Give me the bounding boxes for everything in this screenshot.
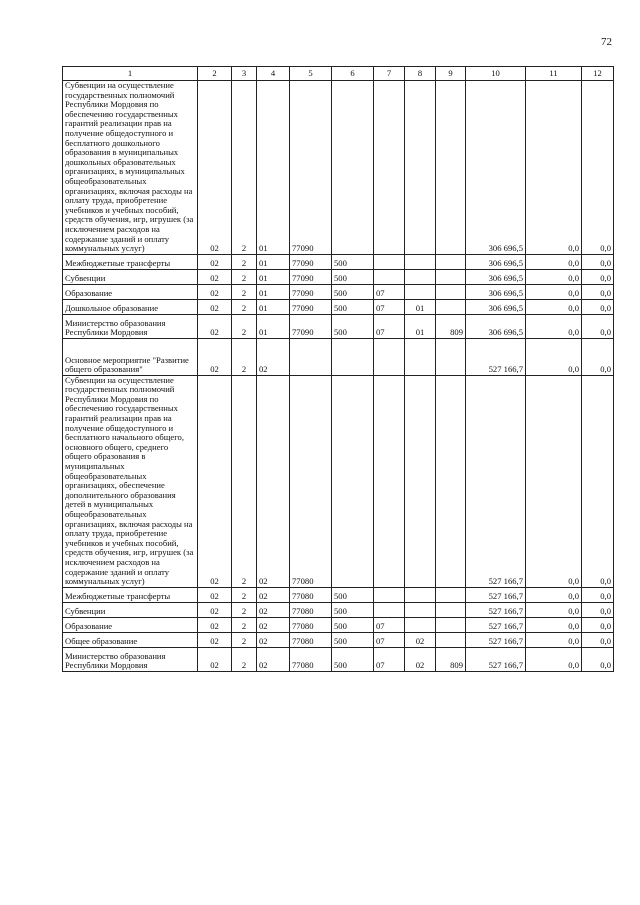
cell-c8 <box>405 81 436 255</box>
cell-c9 <box>436 602 466 617</box>
cell-c3: 2 <box>232 602 257 617</box>
cell-c5: 77090 <box>290 314 332 338</box>
cell-c2: 02 <box>198 587 232 602</box>
cell-c10: 306 696,5 <box>466 81 526 255</box>
cell-c4: 01 <box>257 254 290 269</box>
cell-c6 <box>332 81 374 255</box>
cell-c10: 306 696,5 <box>466 299 526 314</box>
row-name-cell: Межбюджетные трансферты <box>63 254 198 269</box>
cell-c11: 0,0 <box>526 284 582 299</box>
row-name-cell: Субвенции <box>63 602 198 617</box>
table-row <box>63 284 614 299</box>
cell-c5: 77080 <box>290 587 332 602</box>
cell-c12: 0,0 <box>582 81 614 255</box>
column-header: 9 <box>436 67 466 81</box>
cell-c11: 0,0 <box>526 314 582 338</box>
cell-c9: 809 <box>436 647 466 671</box>
cell-c5: 77090 <box>290 81 332 255</box>
row-name-cell: Министерство образования Республики Мордовия <box>63 647 198 671</box>
cell-c8: 02 <box>405 632 436 647</box>
cell-c4: 01 <box>257 269 290 284</box>
cell-c12: 0,0 <box>582 375 614 587</box>
page-number: 72 <box>601 36 612 48</box>
cell-c10: 527 166,7 <box>466 632 526 647</box>
cell-c7: 07 <box>374 299 405 314</box>
cell-c10: 527 166,7 <box>466 647 526 671</box>
cell-c7: 07 <box>374 284 405 299</box>
cell-c8 <box>405 269 436 284</box>
cell-c3: 2 <box>232 81 257 255</box>
table-row <box>63 587 614 602</box>
cell-c4: 02 <box>257 602 290 617</box>
cell-c6: 500 <box>332 314 374 338</box>
cell-c9 <box>436 299 466 314</box>
row-name-cell: Общее образование <box>63 632 198 647</box>
cell-c10: 306 696,5 <box>466 284 526 299</box>
cell-c8 <box>405 617 436 632</box>
cell-c6: 500 <box>332 632 374 647</box>
cell-c2: 02 <box>198 617 232 632</box>
cell-c3: 2 <box>232 299 257 314</box>
column-header: 8 <box>405 67 436 81</box>
cell-c6: 500 <box>332 647 374 671</box>
row-name-cell: Основное мероприятие "Развитие общего образования" <box>63 338 198 375</box>
cell-c12: 0,0 <box>582 647 614 671</box>
cell-c4: 02 <box>257 338 290 375</box>
cell-c6: 500 <box>332 284 374 299</box>
row-name-cell: Межбюджетные трансферты <box>63 587 198 602</box>
column-header: 12 <box>582 67 614 81</box>
cell-c10: 527 166,7 <box>466 617 526 632</box>
cell-c6 <box>332 375 374 587</box>
cell-c2: 02 <box>198 299 232 314</box>
cell-c3: 2 <box>232 254 257 269</box>
cell-c4: 02 <box>257 617 290 632</box>
table-row <box>63 617 614 632</box>
cell-c12: 0,0 <box>582 617 614 632</box>
cell-c3: 2 <box>232 314 257 338</box>
cell-c12: 0,0 <box>582 602 614 617</box>
cell-c2: 02 <box>198 602 232 617</box>
cell-c2: 02 <box>198 269 232 284</box>
row-name-cell: Субвенции <box>63 269 198 284</box>
cell-c5: 77080 <box>290 632 332 647</box>
cell-c5: 77080 <box>290 375 332 587</box>
cell-c4: 02 <box>257 647 290 671</box>
cell-c10: 306 696,5 <box>466 314 526 338</box>
cell-c6: 500 <box>332 299 374 314</box>
cell-c10: 527 166,7 <box>466 375 526 587</box>
cell-c10: 527 166,7 <box>466 602 526 617</box>
cell-c6: 500 <box>332 254 374 269</box>
cell-c7 <box>374 269 405 284</box>
cell-c12: 0,0 <box>582 338 614 375</box>
row-name-cell: Субвенции на осуществление государственных полномочий Республики Мордовия по обеспечению государственных гарантий реализации прав на получение общедоступного и бесплатного дошкольного образования в муниципальных дошкольных образовательных организациях, в муниципальных общеобразовательных организациях, включая расходы на оплату труда, приобретение учебников и учебных пособий, средств обучения, игр, игрушек (за исключением расходов на содержание зданий и оплату коммунальных услуг) <box>63 81 198 255</box>
cell-c8 <box>405 375 436 587</box>
cell-c8 <box>405 254 436 269</box>
cell-c11: 0,0 <box>526 375 582 587</box>
cell-c10: 527 166,7 <box>466 587 526 602</box>
table-row <box>63 314 614 338</box>
cell-c6 <box>332 338 374 375</box>
cell-c11: 0,0 <box>526 269 582 284</box>
cell-c5: 77080 <box>290 647 332 671</box>
table-row <box>63 269 614 284</box>
cell-c11: 0,0 <box>526 647 582 671</box>
column-header: 7 <box>374 67 405 81</box>
cell-c7: 07 <box>374 632 405 647</box>
cell-c7 <box>374 338 405 375</box>
table-row <box>63 338 614 375</box>
cell-c5: 77080 <box>290 602 332 617</box>
cell-c8 <box>405 284 436 299</box>
cell-c4: 01 <box>257 314 290 338</box>
column-header: 10 <box>466 67 526 81</box>
table-row <box>63 632 614 647</box>
cell-c7 <box>374 81 405 255</box>
cell-c9 <box>436 81 466 255</box>
column-header: 3 <box>232 67 257 81</box>
cell-c6: 500 <box>332 587 374 602</box>
table-row <box>63 647 614 671</box>
cell-c5 <box>290 338 332 375</box>
cell-c5: 77090 <box>290 269 332 284</box>
cell-c2: 02 <box>198 647 232 671</box>
row-name-cell: Субвенции на осуществление государственных полномочий Республики Мордовия по обеспечению государственных гарантий реализации прав на получение общедоступного и бесплатного начального общего, основного общего, среднего общего образования в муниципальных общеобразовательных организациях, обеспечение дополнительного образования детей в муниципальных общеобразовательных организациях, включая расходы на оплату труда, приобретение учебников и учебных пособий, средств обучения, игр, игрушек (за исключением расходов на содержание зданий и оплату коммунальных услуг) <box>63 375 198 587</box>
cell-c8: 02 <box>405 647 436 671</box>
cell-c12: 0,0 <box>582 284 614 299</box>
cell-c3: 2 <box>232 284 257 299</box>
column-header: 11 <box>526 67 582 81</box>
cell-c9 <box>436 269 466 284</box>
cell-c9 <box>436 632 466 647</box>
cell-c2: 02 <box>198 254 232 269</box>
cell-c7 <box>374 375 405 587</box>
row-name-cell: Образование <box>63 284 198 299</box>
cell-c9: 809 <box>436 314 466 338</box>
cell-c3: 2 <box>232 338 257 375</box>
column-header: 2 <box>198 67 232 81</box>
cell-c4: 01 <box>257 299 290 314</box>
cell-c2: 02 <box>198 81 232 255</box>
cell-c12: 0,0 <box>582 314 614 338</box>
cell-c5: 77080 <box>290 617 332 632</box>
cell-c7: 07 <box>374 314 405 338</box>
cell-c5: 77090 <box>290 254 332 269</box>
table-row <box>63 375 614 587</box>
cell-c4: 02 <box>257 632 290 647</box>
row-name-cell: Министерство образования Республики Мордовия <box>63 314 198 338</box>
cell-c4: 01 <box>257 284 290 299</box>
cell-c10: 527 166,7 <box>466 338 526 375</box>
cell-c7: 07 <box>374 647 405 671</box>
cell-c3: 2 <box>232 632 257 647</box>
cell-c11: 0,0 <box>526 617 582 632</box>
cell-c4: 02 <box>257 587 290 602</box>
cell-c12: 0,0 <box>582 632 614 647</box>
column-header: 1 <box>63 67 198 81</box>
cell-c3: 2 <box>232 375 257 587</box>
table-row <box>63 299 614 314</box>
row-name-cell: Дошкольное образование <box>63 299 198 314</box>
cell-c2: 02 <box>198 338 232 375</box>
table-row <box>63 602 614 617</box>
cell-c12: 0,0 <box>582 254 614 269</box>
table-row <box>63 81 614 255</box>
table-header-row <box>63 67 614 81</box>
cell-c2: 02 <box>198 375 232 587</box>
cell-c8: 01 <box>405 314 436 338</box>
cell-c9 <box>436 587 466 602</box>
cell-c2: 02 <box>198 314 232 338</box>
cell-c10: 306 696,5 <box>466 269 526 284</box>
cell-c8 <box>405 602 436 617</box>
cell-c11: 0,0 <box>526 602 582 617</box>
row-name-cell: Образование <box>63 617 198 632</box>
cell-c7 <box>374 587 405 602</box>
cell-c11: 0,0 <box>526 299 582 314</box>
cell-c9 <box>436 284 466 299</box>
column-header: 6 <box>332 67 374 81</box>
cell-c8: 01 <box>405 299 436 314</box>
cell-c2: 02 <box>198 632 232 647</box>
cell-c12: 0,0 <box>582 269 614 284</box>
cell-c5: 77090 <box>290 299 332 314</box>
cell-c6: 500 <box>332 269 374 284</box>
cell-c4: 02 <box>257 375 290 587</box>
cell-c6: 500 <box>332 617 374 632</box>
cell-c12: 0,0 <box>582 299 614 314</box>
cell-c7 <box>374 602 405 617</box>
cell-c2: 02 <box>198 284 232 299</box>
cell-c6: 500 <box>332 602 374 617</box>
cell-c11: 0,0 <box>526 81 582 255</box>
budget-table <box>62 66 614 672</box>
cell-c8 <box>405 338 436 375</box>
cell-c7: 07 <box>374 617 405 632</box>
cell-c10: 306 696,5 <box>466 254 526 269</box>
cell-c9 <box>436 338 466 375</box>
cell-c3: 2 <box>232 587 257 602</box>
table-row <box>63 254 614 269</box>
cell-c3: 2 <box>232 647 257 671</box>
cell-c11: 0,0 <box>526 587 582 602</box>
cell-c8 <box>405 587 436 602</box>
cell-c5: 77090 <box>290 284 332 299</box>
column-header: 5 <box>290 67 332 81</box>
cell-c9 <box>436 254 466 269</box>
cell-c9 <box>436 617 466 632</box>
cell-c12: 0,0 <box>582 587 614 602</box>
cell-c11: 0,0 <box>526 338 582 375</box>
column-header: 4 <box>257 67 290 81</box>
cell-c3: 2 <box>232 269 257 284</box>
cell-c7 <box>374 254 405 269</box>
cell-c4: 01 <box>257 81 290 255</box>
cell-c11: 0,0 <box>526 254 582 269</box>
cell-c9 <box>436 375 466 587</box>
cell-c3: 2 <box>232 617 257 632</box>
cell-c11: 0,0 <box>526 632 582 647</box>
